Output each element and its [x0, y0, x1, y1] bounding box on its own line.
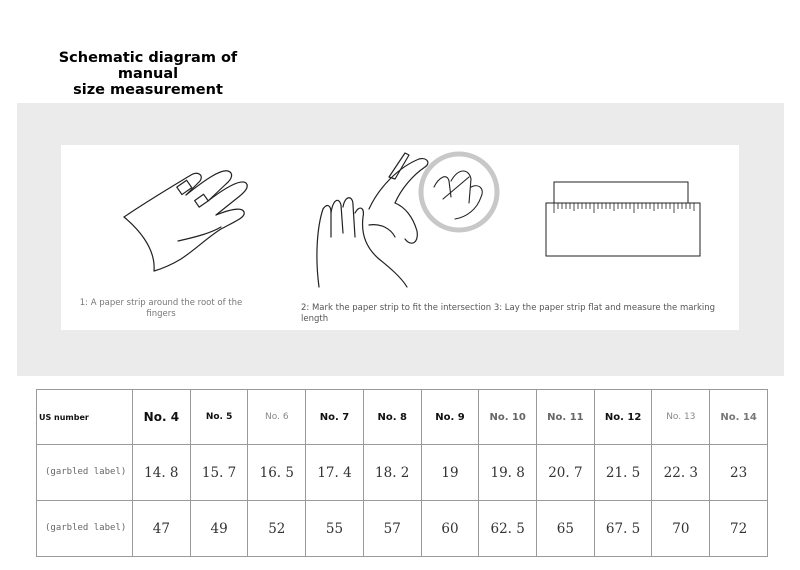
table-row	[37, 501, 768, 557]
size-no7: No. 7	[306, 390, 364, 445]
title-line-2: size measurement	[73, 82, 223, 98]
ruler-measurement-illustration	[544, 180, 704, 260]
table-cell: 65	[537, 501, 595, 557]
table-cell: 57	[363, 501, 421, 557]
size-no8: No. 8	[363, 390, 421, 445]
table-cell: 60	[421, 501, 479, 557]
size-no4: No. 4	[133, 390, 191, 445]
step-2-3-caption: 2: Mark the paper strip to fit the intersection 3: Lay the paper strip flat and measure the marking length	[301, 303, 716, 324]
page-title	[28, 50, 268, 98]
table-row	[37, 445, 768, 501]
table-cell: 70	[652, 501, 710, 557]
size-no9: No. 9	[421, 390, 479, 445]
row-label-1: (garbled label)	[37, 445, 133, 501]
table-cell: 22. 3	[652, 445, 710, 501]
illustration-card	[61, 145, 739, 330]
table-cell: 47	[133, 501, 191, 557]
marking-hands-illustration	[309, 147, 509, 292]
table-cell: 19. 8	[479, 445, 537, 501]
size-no12: No. 12	[594, 390, 652, 445]
table-cell: 15. 7	[190, 445, 248, 501]
hand-paper-strip-illustration	[116, 157, 266, 287]
table-cell: 52	[248, 501, 306, 557]
step-1-caption: 1: A paper strip around the root of the fingers	[79, 298, 243, 319]
table-cell: 16. 5	[248, 445, 306, 501]
table-cell: 17. 4	[306, 445, 364, 501]
table-cell: 14. 8	[133, 445, 191, 501]
row-label-2: (garbled label)	[37, 501, 133, 557]
size-no5: No. 5	[190, 390, 248, 445]
table-cell: 55	[306, 501, 364, 557]
size-no6: No. 6	[248, 390, 306, 445]
table-cell: 72	[710, 501, 768, 557]
table-cell: 49	[190, 501, 248, 557]
table-cell: 18. 2	[363, 445, 421, 501]
table-cell: 23	[710, 445, 768, 501]
table-cell: 67. 5	[594, 501, 652, 557]
size-no11: No. 11	[537, 390, 595, 445]
title-line-1: Schematic diagram of manual	[58, 50, 238, 82]
size-no14: No. 14	[710, 390, 768, 445]
table-header-row	[37, 390, 768, 445]
table-cell: 62. 5	[479, 501, 537, 557]
table-cell: 19	[421, 445, 479, 501]
us-number-label: US number	[37, 390, 133, 445]
table-cell: 21. 5	[594, 445, 652, 501]
table-cell: 20. 7	[537, 445, 595, 501]
size-table	[36, 389, 768, 557]
size-no10: No. 10	[479, 390, 537, 445]
size-no13: No. 13	[652, 390, 710, 445]
